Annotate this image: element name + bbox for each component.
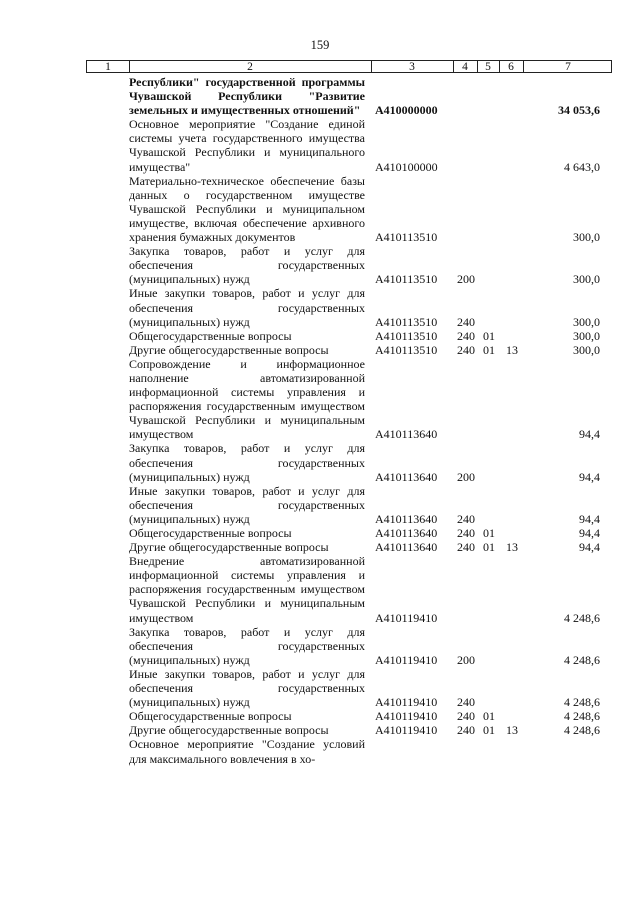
row-amount: 34 053,6 [558, 103, 600, 118]
row-description: Общегосударственные вопросы [129, 328, 292, 343]
table-row [0, 117, 640, 173]
table-row [0, 244, 640, 286]
row-description: Республики" государственной программы Чувашской Республики "Развитие земельных и имущественных отношений" [129, 75, 365, 118]
col-header-3: 3 [409, 61, 415, 73]
row-section: 01 [483, 723, 495, 738]
row-amount: 94,4 [579, 469, 600, 484]
row-amount: 4 643,0 [564, 159, 600, 174]
row-target-code: A410119410 [375, 709, 438, 724]
row-amount: 4 248,6 [564, 723, 600, 738]
row-description: Закупка товаров, работ и услуг для обеспечения государственных (муниципальных) нужд [129, 624, 365, 667]
row-expense-type: 240 [457, 540, 475, 555]
row-section: 01 [483, 709, 495, 724]
table-row [0, 540, 640, 554]
table-row [0, 526, 640, 540]
row-description: Другие общегосударственные вопросы [129, 723, 329, 738]
table-row [0, 625, 640, 667]
row-description: Основное мероприятие "Создание условий для максимального вовлечения в хо- [129, 737, 365, 766]
table-row [0, 357, 640, 442]
row-amount: 94,4 [579, 526, 600, 540]
col-header-4: 4 [462, 61, 468, 73]
row-target-code: A410113640 [375, 540, 438, 555]
row-amount: 94,4 [579, 511, 600, 526]
row-amount: 94,4 [579, 540, 600, 555]
row-expense-type: 240 [457, 511, 475, 526]
row-target-code: A410113640 [375, 427, 438, 442]
table-header-row [86, 60, 612, 73]
row-description: Общегосударственные вопросы [129, 709, 292, 724]
table-row [0, 286, 640, 328]
row-description: Общегосударственные вопросы [129, 526, 292, 540]
table-row [0, 343, 640, 357]
row-target-code: A410113510 [375, 314, 438, 329]
row-expense-type: 240 [457, 709, 475, 724]
table-row [0, 554, 640, 624]
table-row [0, 75, 640, 117]
table-row [0, 709, 640, 723]
table-row [0, 484, 640, 526]
col-header-7: 7 [565, 61, 571, 73]
row-amount: 300,0 [573, 342, 600, 357]
row-target-code: A410113640 [375, 511, 438, 526]
row-expense-type: 240 [457, 695, 475, 710]
row-description: Другие общегосударственные вопросы [129, 342, 329, 357]
row-description: Иные закупки товаров, работ и услуг для обеспечения государственных (муниципальных) нужд [129, 286, 365, 329]
row-amount: 94,4 [579, 427, 600, 442]
row-amount: 4 248,6 [564, 695, 600, 710]
budget-table-body [0, 75, 640, 766]
row-target-code: A410119410 [375, 723, 438, 738]
row-description: Иные закупки товаров, работ и услуг для обеспечения государственных (муниципальных) нужд [129, 483, 365, 526]
col-header-5: 5 [485, 61, 491, 73]
row-target-code: A410113510 [375, 272, 438, 287]
row-subsection: 13 [506, 540, 518, 555]
row-expense-type: 200 [457, 652, 475, 667]
row-section: 01 [483, 342, 495, 357]
row-section: 01 [483, 540, 495, 555]
row-target-code: A410113510 [375, 342, 438, 357]
table-row [0, 667, 640, 709]
row-expense-type: 240 [457, 526, 475, 540]
row-expense-type: 240 [457, 723, 475, 738]
row-section: 01 [483, 328, 495, 343]
row-target-code: A410119410 [375, 652, 438, 667]
col-header-1: 1 [105, 61, 111, 73]
row-amount: 300,0 [573, 230, 600, 245]
row-target-code: A410113510 [375, 230, 438, 245]
row-target-code: A410100000 [375, 159, 438, 174]
col-header-2: 2 [247, 61, 253, 73]
row-target-code: A410119410 [375, 610, 438, 625]
row-expense-type: 200 [457, 469, 475, 484]
row-target-code: A410113640 [375, 469, 438, 484]
table-row [0, 441, 640, 483]
row-description: Другие общегосударственные вопросы [129, 540, 329, 555]
row-amount: 4 248,6 [564, 709, 600, 724]
row-subsection: 13 [506, 342, 518, 357]
row-description: Внедрение автоматизированной информационной системы управления и распоряжения государственным имуществом Чувашской Республики и муниципальным имуществом [129, 554, 365, 625]
row-section: 01 [483, 526, 495, 540]
row-amount: 300,0 [573, 314, 600, 329]
row-target-code: A410113510 [375, 328, 438, 343]
row-target-code: A410113640 [375, 526, 438, 540]
row-expense-type: 240 [457, 314, 475, 329]
row-description: Закупка товаров, работ и услуг для обеспечения государственных (муниципальных) нужд [129, 441, 365, 484]
row-amount: 4 248,6 [564, 610, 600, 625]
row-description: Закупка товаров, работ и услуг для обеспечения государственных (муниципальных) нужд [129, 244, 365, 287]
col-header-6: 6 [508, 61, 514, 73]
row-expense-type: 200 [457, 272, 475, 287]
row-description: Основное мероприятие "Создание единой системы учета государственного имущества Чувашской Республики и муниципального имущества" [129, 117, 365, 174]
row-expense-type: 240 [457, 328, 475, 343]
table-row [0, 329, 640, 343]
row-amount: 300,0 [573, 328, 600, 343]
row-amount: 300,0 [573, 272, 600, 287]
page-number: 159 [310, 38, 330, 52]
table-row [0, 723, 640, 737]
table-row [0, 737, 640, 765]
row-expense-type: 240 [457, 342, 475, 357]
row-description: Материально-техническое обеспечение базы данных о государственном имуществе Чувашской Республики и муниципальном имуществе, включая обеспечение архивного хранения бумажных документов [129, 173, 365, 245]
row-target-code: A410000000 [375, 103, 438, 118]
row-description: Сопровождение и информационное наполнение автоматизированной информационной системы управления и распоряжения государственным имуществом Чувашской Республики и муниципальным имуществом [129, 356, 365, 442]
table-row [0, 174, 640, 244]
row-target-code: A410119410 [375, 695, 438, 710]
row-subsection: 13 [506, 723, 518, 738]
row-amount: 4 248,6 [564, 652, 600, 667]
row-description: Иные закупки товаров, работ и услуг для обеспечения государственных (муниципальных) нужд [129, 666, 365, 710]
